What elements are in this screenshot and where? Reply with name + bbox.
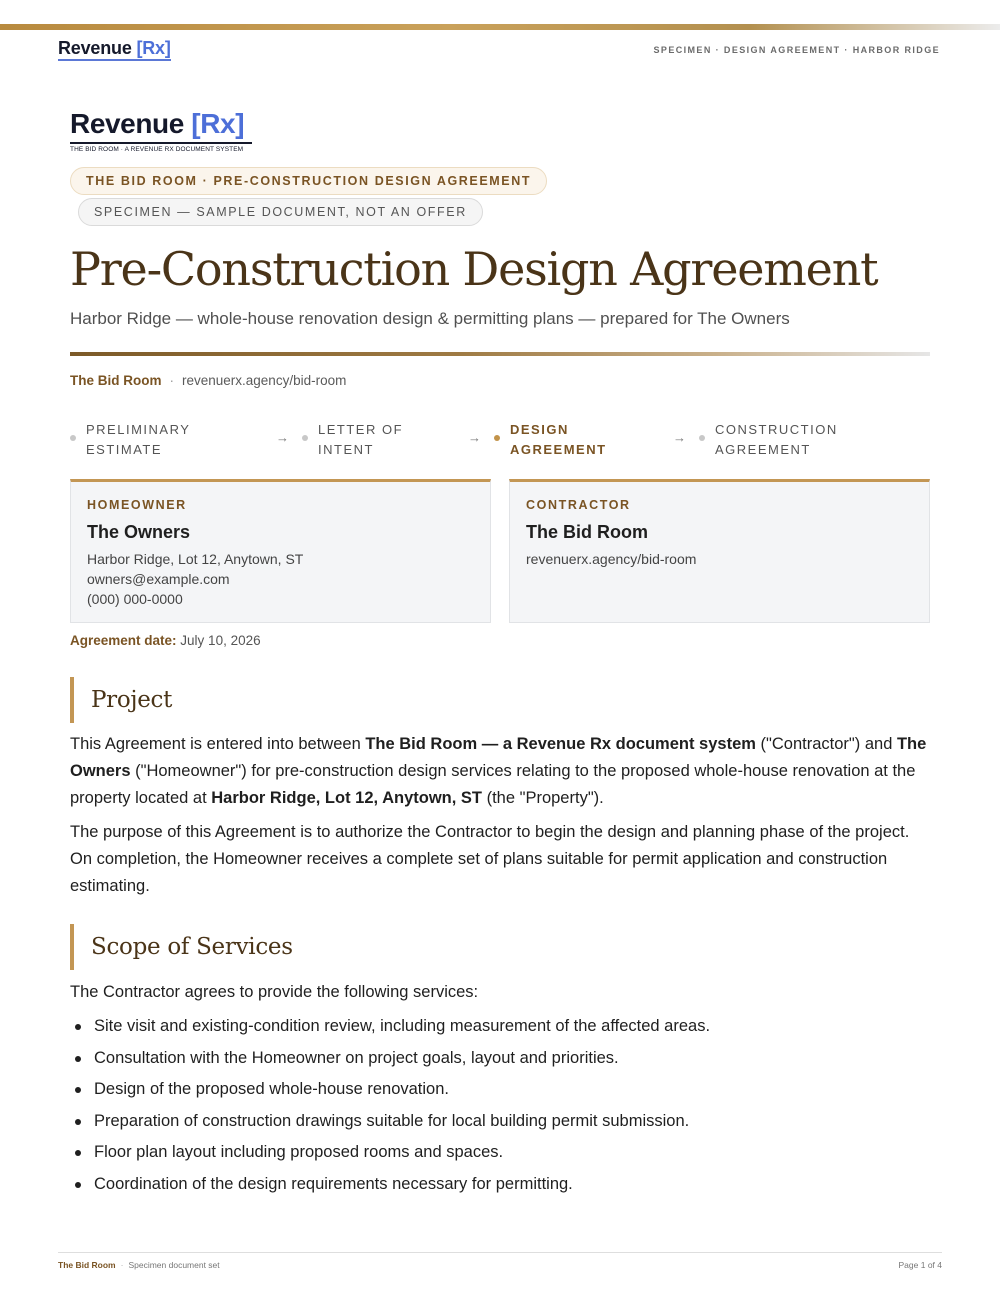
homeowner-name: The Owners — [87, 522, 191, 542]
header-logo-name: Revenue — [58, 38, 137, 58]
top-accent-rule — [0, 24, 1000, 30]
step-preliminary-estimate — [86, 420, 190, 460]
step-dot — [302, 435, 308, 441]
step-dot — [70, 435, 76, 441]
step-arrow-icon: → — [673, 430, 686, 445]
brand-line — [70, 373, 346, 388]
step-construction-agreement — [715, 420, 838, 460]
brand-line-name: The Bid Room — [70, 373, 162, 388]
step-label-line1: DESIGN — [510, 422, 569, 437]
step-label-line2: ESTIMATE — [86, 442, 163, 457]
text-run: ("Homeowner") for pre-construction design services relating to the proposed whole-house renovation at the property located at — [70, 762, 916, 807]
homeowner-card — [70, 479, 491, 623]
footer-note: Specimen document set — [128, 1260, 220, 1270]
agreement-date-label: Agreement date: — [70, 633, 177, 648]
brand-line-url[interactable]: revenuerx.agency/bid-room — [182, 373, 347, 388]
step-label-line2: AGREEMENT — [510, 442, 607, 457]
footer-left — [58, 1260, 220, 1270]
step-dot-active — [494, 435, 500, 441]
step-label-line1: CONSTRUCTION — [715, 422, 838, 437]
header-logo-bracket: [Rx] — [136, 38, 171, 58]
section-heading-project: Project — [70, 677, 570, 723]
brand-line-separator: · — [169, 373, 174, 388]
scope-list — [70, 1011, 930, 1201]
step-letter-of-intent — [318, 420, 403, 460]
text-run: This Agreement is entered into between — [70, 735, 366, 753]
specimen-pill: SPECIMEN — SAMPLE DOCUMENT, NOT AN OFFER — [78, 198, 483, 226]
title-divider — [70, 352, 930, 356]
step-arrow-icon: → — [468, 430, 481, 445]
brand-logo — [70, 108, 244, 140]
footer-rule — [58, 1252, 942, 1253]
header-logo[interactable] — [58, 38, 171, 61]
brand-logo-name: Revenue — [70, 108, 192, 139]
document-subtitle: Harbor Ridge — whole-house renovation design & permitting plans — prepared for The Owners — [70, 309, 790, 328]
contractor-name: The Bid Room — [526, 522, 648, 542]
section-heading-scope: Scope of Services — [70, 924, 570, 970]
footer-brand: The Bid Room — [58, 1260, 116, 1270]
scope-intro: The Contractor agrees to provide the following services: — [70, 983, 479, 1001]
property-bold-address: Harbor Ridge, Lot 12, Anytown, ST — [211, 789, 482, 807]
step-label-line1: PRELIMINARY — [86, 422, 191, 437]
project-paragraph-2: The purpose of this Agreement is to authorize the Contractor to begin the design and planning phase of the project. On completion, the Homeowner receives a complete set of plans suitable for permit application and construction estimating. — [70, 823, 910, 895]
step-dot — [699, 435, 705, 441]
homeowner-address: Harbor Ridge, Lot 12, Anytown, ST — [87, 551, 304, 567]
step-label-line1: LETTER OF — [318, 422, 404, 437]
agreement-date-value: July 10, 2026 — [180, 633, 261, 648]
text-run: (the "Property"). — [482, 789, 604, 807]
homeowner-label: HOMEOWNER — [87, 498, 187, 512]
step-label-line2: AGREEMENT — [715, 442, 811, 457]
text-run: ("Contractor") and — [755, 735, 897, 753]
list-item: Design of the proposed whole-house renovation. — [70, 1074, 930, 1106]
brand-logo-tagline: THE BID ROOM · A REVENUE RX DOCUMENT SYSTEM — [70, 146, 244, 153]
list-item: Consultation with the Homeowner on project goals, layout and priorities. — [70, 1043, 930, 1075]
project-paragraph-1 — [70, 731, 932, 812]
step-design-agreement — [510, 420, 607, 460]
list-item: Floor plan layout including proposed rooms and spaces. — [70, 1137, 930, 1169]
contractor-url[interactable]: revenuerx.agency/bid-room — [526, 551, 697, 567]
step-label-line2: INTENT — [318, 442, 374, 457]
header-document-tag: SPECIMEN · DESIGN AGREEMENT · HARBOR RIDGE — [653, 45, 940, 55]
agreement-date — [70, 633, 261, 648]
document-type-pill: THE BID ROOM · PRE-CONSTRUCTION DESIGN AGREEMENT — [70, 167, 547, 195]
page-number: Page 1 of 4 — [898, 1260, 942, 1270]
contractor-bold-name: The Bid Room — a Revenue Rx document system — [365, 735, 756, 753]
footer-separator: · — [120, 1260, 124, 1270]
homeowner-email[interactable]: owners@example.com — [87, 571, 230, 587]
list-item: Site visit and existing-condition review, including measurement of the affected areas. — [70, 1011, 930, 1043]
homeowner-bold-name: The Owners — [70, 735, 927, 780]
list-item: Preparation of construction drawings suitable for local building permit submission. — [70, 1106, 930, 1138]
contractor-label: CONTRACTOR — [526, 498, 631, 512]
brand-logo-bracket: [Rx] — [191, 108, 245, 139]
list-item: Coordination of the design requirements necessary for permitting. — [70, 1169, 930, 1201]
homeowner-phone[interactable]: (000) 000-0000 — [87, 591, 183, 607]
brand-logo-underline — [70, 142, 252, 144]
document-title: Pre-Construction Design Agreement — [70, 242, 878, 296]
step-arrow-icon: → — [276, 430, 289, 445]
contractor-card — [509, 479, 930, 623]
